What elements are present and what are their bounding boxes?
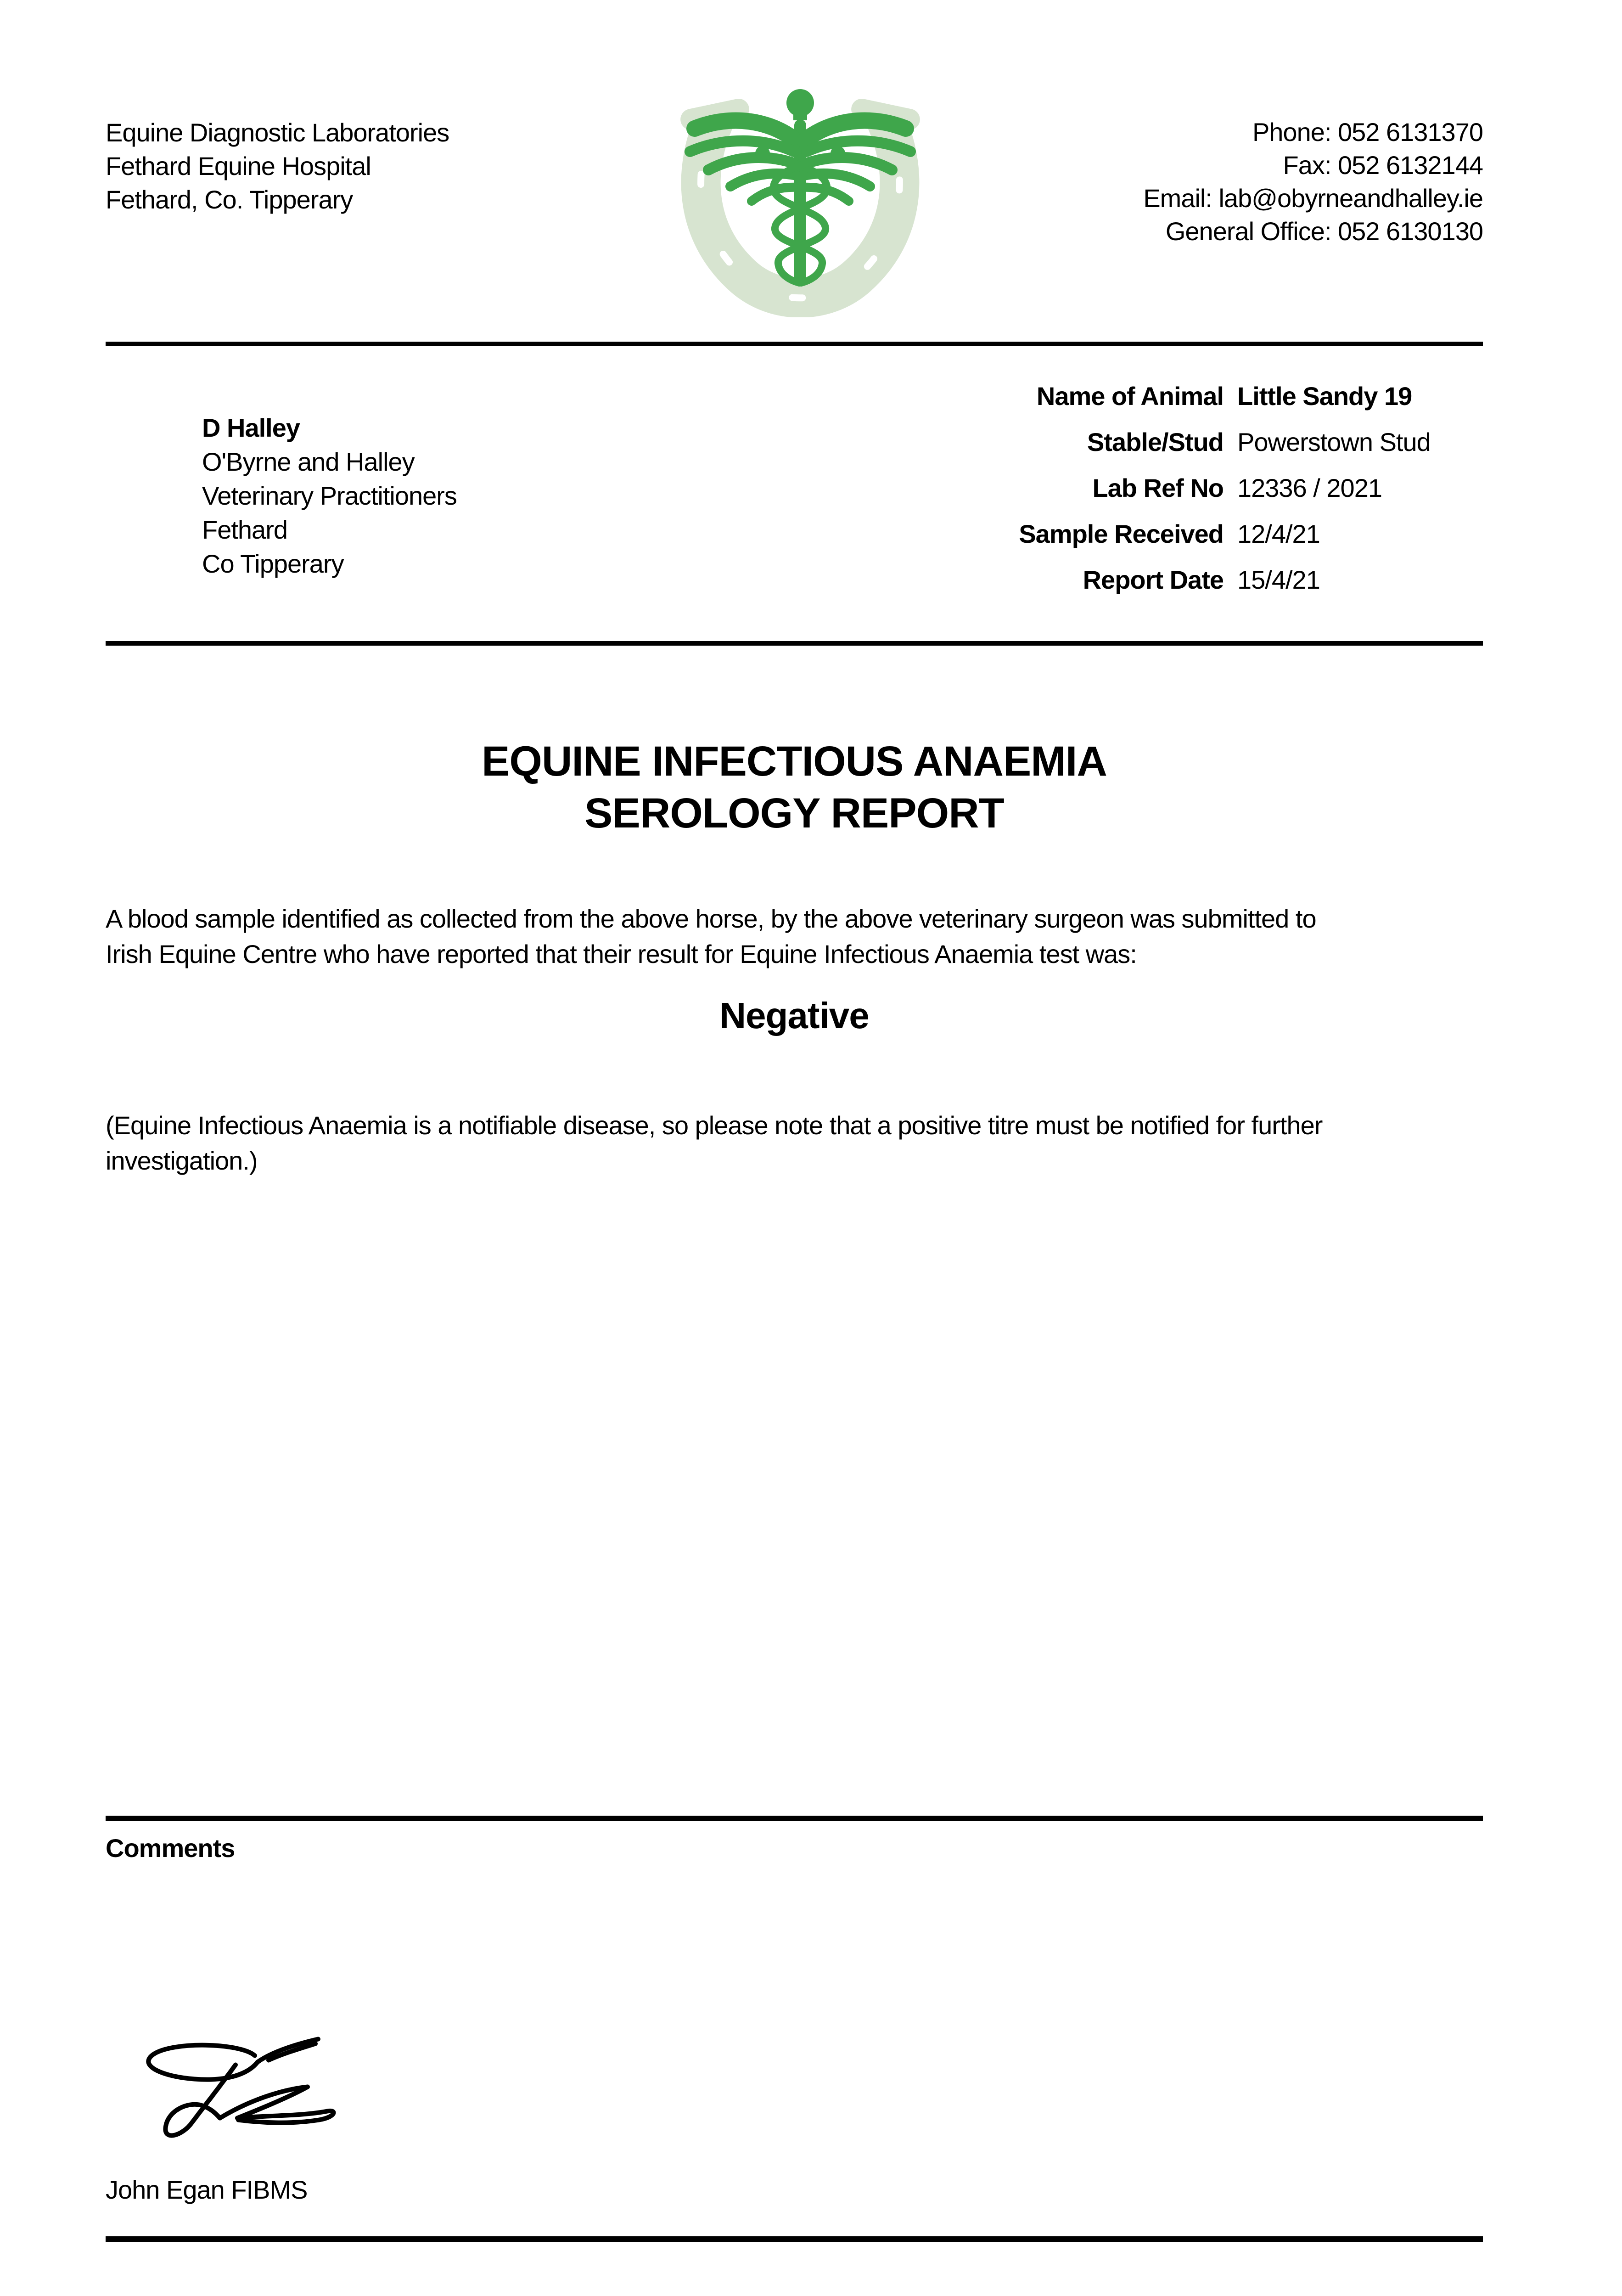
detail-label: Name of Animal [1036, 382, 1224, 411]
comments-heading: Comments [106, 1834, 235, 1863]
detail-label: Stable/Stud [1087, 428, 1224, 456]
recipient-address-line: Co Tipperary [202, 549, 344, 578]
signatory-name: John Egan FIBMS [106, 2175, 308, 2204]
lab-address-line: Equine Diagnostic Laboratories [106, 118, 449, 147]
detail-label: Report Date [1083, 565, 1224, 594]
detail-label: Lab Ref No [1092, 473, 1224, 502]
report-title-line: SEROLOGY REPORT [584, 790, 1004, 837]
report-title [106, 736, 1483, 839]
detail-label: Sample Received [1019, 519, 1224, 548]
phone-line: Phone: 052 6131370 [1252, 118, 1483, 146]
detail-row-stable-stud [927, 427, 1485, 473]
caduceus-horseshoe-logo [662, 85, 938, 317]
signature-image [117, 2035, 337, 2148]
recipient-name: D Halley [202, 413, 300, 442]
contact-block [918, 116, 1483, 248]
detail-value: 12336 / 2021 [1237, 473, 1382, 502]
recipient-address-line: Veterinary Practitioners [202, 481, 457, 510]
report-title-line: EQUINE INFECTIOUS ANAEMIA [482, 738, 1107, 785]
report-body-line: Irish Equine Centre who have reported that their result for Equine Infectious Anaemia test was: [106, 940, 1137, 968]
detail-row-report-date [927, 565, 1485, 611]
lab-address-line: Fethard Equine Hospital [106, 152, 371, 180]
caduceus-horseshoe-icon [662, 85, 938, 317]
detail-row-lab-ref-no [927, 473, 1485, 519]
divider-rule [106, 641, 1483, 646]
report-body-line: A blood sample identified as collected from the above horse, by the above veterinary surgeon was submitted to [106, 904, 1316, 933]
lab-address-line: Fethard, Co. Tipperary [106, 185, 353, 214]
general-office-line: General Office: 052 6130130 [1165, 217, 1483, 246]
email-line: Email: lab@obyrneandhalley.ie [1143, 184, 1483, 213]
notifiable-note-line: (Equine Infectious Anaemia is a notifiable disease, so please note that a positive titre must be notified for further [106, 1111, 1323, 1140]
sample-details-block [927, 381, 1485, 611]
notifiable-note-line: investigation.) [106, 1146, 258, 1175]
detail-value: Little Sandy 19 [1237, 382, 1412, 411]
recipient-address-line: Fethard [202, 515, 287, 544]
recipient-address-block [202, 411, 457, 581]
notifiable-note-paragraph [106, 1108, 1488, 1178]
detail-value: 15/4/21 [1237, 565, 1320, 594]
result-text: Negative [719, 995, 869, 1036]
detail-row-sample-received [927, 519, 1485, 565]
fax-line: Fax: 052 6132144 [1283, 151, 1483, 180]
detail-value: Powerstown Stud [1237, 428, 1431, 456]
divider-rule [106, 1816, 1483, 1821]
divider-rule [106, 2236, 1483, 2242]
recipient-address-line: O'Byrne and Halley [202, 447, 415, 476]
detail-value: 12/4/21 [1237, 519, 1320, 548]
detail-row-name-of-animal [927, 381, 1485, 427]
lab-address-block [106, 116, 449, 216]
divider-rule [106, 342, 1483, 346]
handwritten-signature-icon [117, 2035, 337, 2148]
report-body-paragraph [106, 901, 1488, 972]
